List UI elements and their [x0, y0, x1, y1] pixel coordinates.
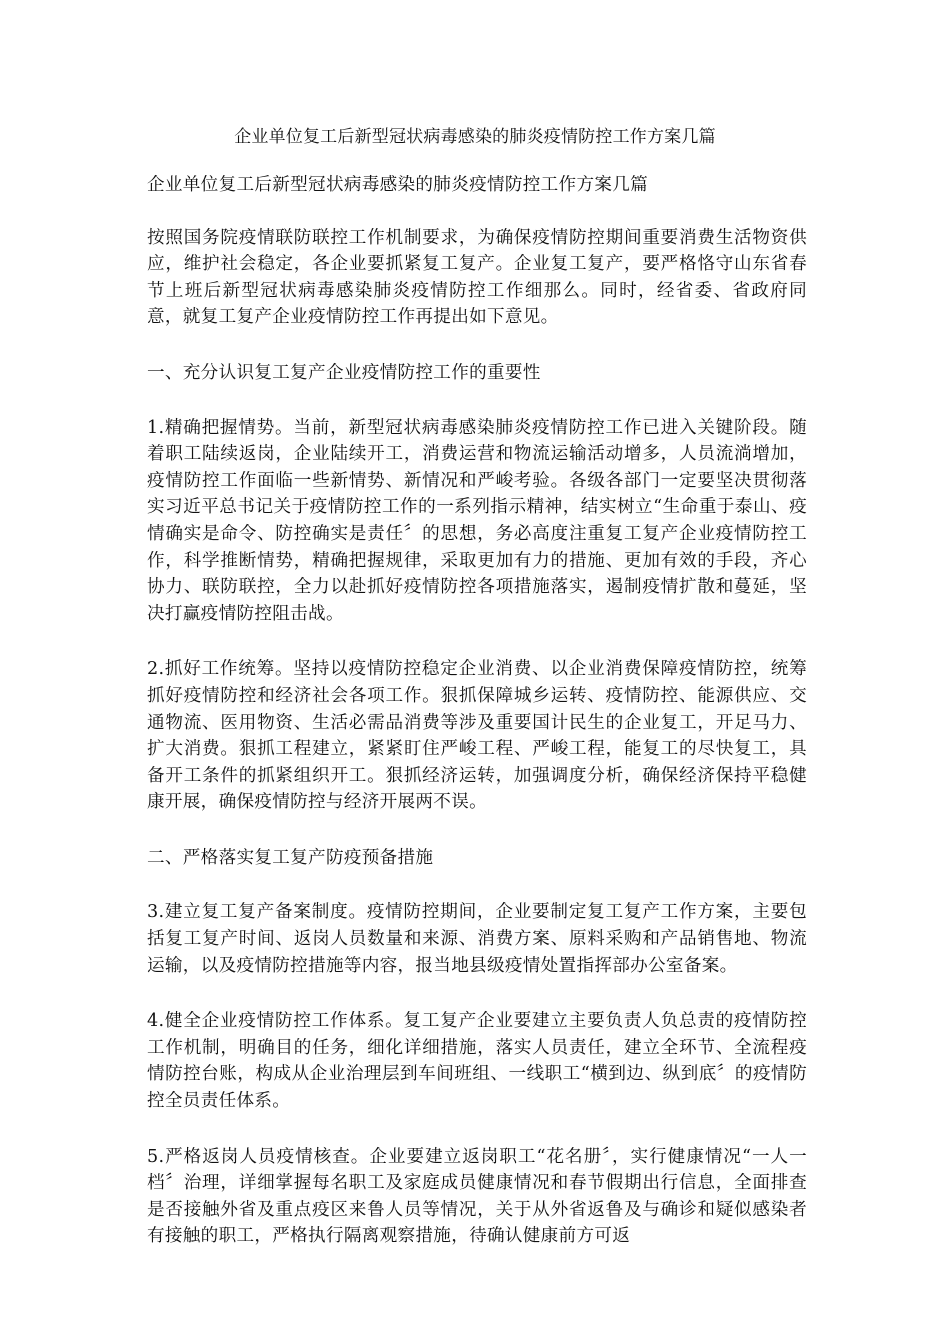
- document-title: 企业单位复工后新型冠状病毒感染的肺炎疫情防控工作方案几篇: [234, 127, 716, 147]
- item-paragraph-1: 1.精确把握情势。当前，新型冠状病毒感染肺炎疫情防控工作已进入关键阶段。随着职工陆续返岗，企业陆续开工，消费运营和物流运输活动增多，人员流淌增加，疫情防控工作面临一些新情势、新情况和严峻考验。各级各部门一定要坚决贯彻落实习近平总书记关于疫情防控工作的一系列指示精神，结实树立“生命重于泰山、疫情确实是命令、防控确实是责任〞的思想，务必高度注重复工复产企业疫情防控工作，科学推断情势，精确把握规律，采取更加有力的措施、更加有效的手段，齐心协力、联防联控，全力以赴抓好疫情防控各项措施落实，遏制疫情扩散和蔓延，坚决打赢疫情防控阻击战。: [147, 417, 807, 624]
- item-paragraph-2: 2.抓好工作统筹。坚持以疫情防控稳定企业消费、以企业消费保障疫情防控，统筹抓好疫情防控和经济社会各项工作。狠抓保障城乡运转、疫情防控、能源供应、交通物流、医用物资、生活必需品消费等涉及重要国计民生的企业复工，开足马力、扩大消费。狠抓工程建立，紧紧盯住严峻工程、严峻工程，能复工的尽快复工，具备开工条件的抓紧组织开工。狠抓经济运转，加强调度分析，确保经济保持平稳健康开展，确保疫情防控与经济开展两不误。: [147, 659, 807, 813]
- document-body: [147, 172, 807, 1279]
- intro-paragraph: 按照国务院疫情联防联控工作机制要求，为确保疫情防控期间重要消费生活物资供应，维护社会稳定，各企业要抓紧复工复产。企业复工复产，要严格恪守山东省春节上班后新型冠状病毒感染肺炎疫情防控工作细那么。同时，经省委、省政府同意，就复工复产企业疫情防控工作再提出如下意见。: [147, 227, 807, 328]
- section-heading-1: 一、充分认识复工复产企业疫情防控工作的重要性: [147, 362, 541, 383]
- document-subtitle: 企业单位复工后新型冠状病毒感染的肺炎疫情防控工作方案几篇: [147, 175, 649, 195]
- section-heading-2: 二、严格落实复工复产防疫预备措施: [147, 847, 434, 868]
- item-paragraph-5: 5.严格返岗人员疫情核查。企业要建立返岗职工“花名册〞，实行健康情况“一人一档〞治理，详细掌握每名职工及家庭成员健康情况和春节假期出行信息，全面排查是否接触外省及重点疫区来鲁人员等情况，关于从外省返鲁及与确诊和疑似感染者有接触的职工，严格执行隔离观察措施，待确认健康前方可返: [147, 1146, 807, 1247]
- item-paragraph-4: 4.健全企业疫情防控工作体系。复工复产企业要建立主要负责人负总责的疫情防控工作机制，明确目的任务，细化详细措施，落实人员责任，建立全环节、全流程疫情防控台账，构成从企业治理层到车间班组、一线职工“横到边、纵到底〞的疫情防控全员责任体系。: [147, 1011, 807, 1112]
- item-paragraph-3: 3.建立复工复产备案制度。疫情防控期间，企业要制定复工复产工作方案，主要包括复工复产时间、返岗人员数量和来源、消费方案、原料采购和产品销售地、物流运输，以及疫情防控措施等内容，报当地县级疫情处置指挥部办公室备案。: [147, 902, 807, 976]
